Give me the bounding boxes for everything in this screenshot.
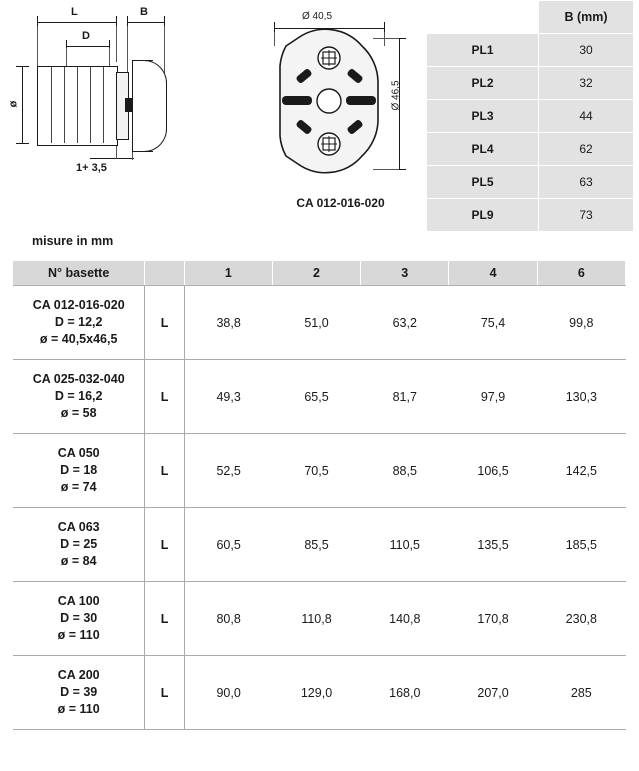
dim-label-dia465: Ø 46,5 <box>390 80 402 111</box>
table-row <box>427 166 634 199</box>
table-row <box>427 34 634 67</box>
row-name-line: CA 012-016-020 <box>32 298 125 312</box>
row-name-line: D = 16,2 <box>54 389 103 403</box>
row-value-cell: 97,9 <box>449 360 537 434</box>
pl-row-name: PL4 <box>427 133 539 166</box>
header-2: 2 <box>272 261 360 286</box>
table-row <box>427 199 634 232</box>
row-value-cell: 207,0 <box>449 656 537 730</box>
ext-line-1 <box>37 26 38 66</box>
row-value-cell: 170,8 <box>449 582 537 656</box>
row-name-line: CA 200 <box>57 668 100 682</box>
row-name-cell <box>13 582 145 656</box>
pl-table-header-row <box>427 1 634 34</box>
row-value-cell: 80,8 <box>184 582 272 656</box>
body-fin <box>103 67 104 143</box>
row-name-cell <box>13 656 145 730</box>
header-basette: N° basette <box>13 261 145 286</box>
row-l-cell: L <box>145 434 185 508</box>
note-leader-line <box>90 158 134 159</box>
row-value-cell: 135,5 <box>449 508 537 582</box>
dim-line-D <box>66 46 110 47</box>
dim-tick-dia-top <box>16 66 29 67</box>
row-value-cell: 106,5 <box>449 434 537 508</box>
table-row <box>13 656 626 730</box>
row-name-line: CA 050 <box>57 446 100 460</box>
row-name-cell <box>13 434 145 508</box>
row-name-line: CA 063 <box>57 520 100 534</box>
pl-row-value: 73 <box>539 199 634 232</box>
shaft-key <box>125 98 132 112</box>
dim-label-B: B <box>140 6 148 18</box>
header-4: 4 <box>449 261 537 286</box>
row-name-line: D = 39 <box>60 685 98 699</box>
body-fin <box>64 67 65 143</box>
row-name-line: ø = 110 <box>57 628 100 642</box>
row-value-cell: 63,2 <box>361 286 449 360</box>
pl-row-value: 32 <box>539 67 634 100</box>
pl-header-blank <box>427 1 539 34</box>
pl-row-name: PL2 <box>427 67 539 100</box>
row-name-line: D = 12,2 <box>54 315 103 329</box>
header-3: 3 <box>361 261 449 286</box>
row-value-cell: 51,0 <box>272 286 360 360</box>
row-l-cell: L <box>145 360 185 434</box>
row-value-cell: 52,5 <box>184 434 272 508</box>
ext-line-3 <box>127 26 128 72</box>
row-name-cell <box>13 508 145 582</box>
row-l-cell: L <box>145 508 185 582</box>
row-name-cell <box>13 360 145 434</box>
header-6: 6 <box>537 261 625 286</box>
pl-row-name: PL3 <box>427 100 539 133</box>
row-value-cell: 230,8 <box>537 582 625 656</box>
dimensions-table <box>13 261 626 730</box>
ext-line-4 <box>164 26 165 76</box>
units-note: misure in mm <box>32 234 114 248</box>
note-ext-2 <box>132 152 133 160</box>
row-value-cell: 88,5 <box>361 434 449 508</box>
row-value-cell: 81,7 <box>361 360 449 434</box>
pl-dimension-table <box>426 0 634 232</box>
table-row <box>13 434 626 508</box>
table-header-row <box>13 261 626 286</box>
row-name-line: CA 025-032-040 <box>32 372 125 386</box>
row-value-cell: 129,0 <box>272 656 360 730</box>
row-name-line: D = 25 <box>60 537 98 551</box>
dim-line-diameter <box>22 66 23 144</box>
table-row <box>427 67 634 100</box>
note-label-1-3-5: 1+ 3,5 <box>76 162 107 174</box>
row-name-line: ø = 40,5x46,5 <box>39 332 118 346</box>
row-value-cell: 140,8 <box>361 582 449 656</box>
table-row <box>13 286 626 360</box>
dim-tick-dia-bottom <box>16 143 29 144</box>
row-value-cell: 38,8 <box>184 286 272 360</box>
table-row <box>427 100 634 133</box>
pl-header-b: B (mm) <box>539 1 634 34</box>
dim-line-B <box>127 22 165 23</box>
pl-row-name: PL1 <box>427 34 539 67</box>
row-name-cell <box>13 286 145 360</box>
body-fin <box>77 67 78 143</box>
row-value-cell: 85,5 <box>272 508 360 582</box>
pl-row-value: 30 <box>539 34 634 67</box>
connector-cap <box>144 60 167 152</box>
row-value-cell: 60,5 <box>184 508 272 582</box>
dim-line-L <box>37 22 117 23</box>
flange-outline <box>258 26 423 211</box>
body-fin <box>51 67 52 143</box>
dim-label-diameter: ø <box>7 100 20 108</box>
pl-row-value: 44 <box>539 100 634 133</box>
row-value-cell: 285 <box>537 656 625 730</box>
row-l-cell: L <box>145 286 185 360</box>
row-name-line: ø = 58 <box>60 406 97 420</box>
pl-row-name: PL9 <box>427 199 539 232</box>
table-row <box>427 133 634 166</box>
row-value-cell: 65,5 <box>272 360 360 434</box>
front-view-caption: CA 012-016-020 <box>296 196 385 210</box>
ext-line-5 <box>66 48 67 66</box>
row-value-cell: 142,5 <box>537 434 625 508</box>
row-name-line: CA 100 <box>57 594 100 608</box>
front-view-drawing <box>258 6 423 211</box>
dim-label-D: D <box>82 30 90 42</box>
side-view-drawing <box>7 6 214 196</box>
row-value-cell: 168,0 <box>361 656 449 730</box>
pl-row-value: 63 <box>539 166 634 199</box>
row-name-line: ø = 74 <box>60 480 97 494</box>
ext-line-2 <box>116 26 117 62</box>
row-value-cell: 90,0 <box>184 656 272 730</box>
header-blank <box>145 261 185 286</box>
note-ext-1 <box>116 146 117 159</box>
diagram-area <box>0 0 639 228</box>
dim-label-dia405: Ø 40,5 <box>302 11 333 22</box>
body-fin <box>90 67 91 143</box>
dim-label-L: L <box>71 6 78 18</box>
header-1: 1 <box>184 261 272 286</box>
row-name-line: ø = 84 <box>60 554 97 568</box>
table-row <box>13 582 626 656</box>
row-value-cell: 99,8 <box>537 286 625 360</box>
pl-row-value: 62 <box>539 133 634 166</box>
row-value-cell: 110,5 <box>361 508 449 582</box>
row-l-cell: L <box>145 582 185 656</box>
row-value-cell: 130,3 <box>537 360 625 434</box>
row-value-cell: 49,3 <box>184 360 272 434</box>
ext-line-6 <box>109 48 110 66</box>
table-row <box>13 508 626 582</box>
row-name-line: ø = 110 <box>57 702 100 716</box>
row-name-line: D = 18 <box>60 463 98 477</box>
row-value-cell: 185,5 <box>537 508 625 582</box>
pl-row-name: PL5 <box>427 166 539 199</box>
table-row <box>13 360 626 434</box>
row-value-cell: 110,8 <box>272 582 360 656</box>
row-l-cell: L <box>145 656 185 730</box>
row-value-cell: 75,4 <box>449 286 537 360</box>
row-value-cell: 70,5 <box>272 434 360 508</box>
row-name-line: D = 30 <box>60 611 98 625</box>
